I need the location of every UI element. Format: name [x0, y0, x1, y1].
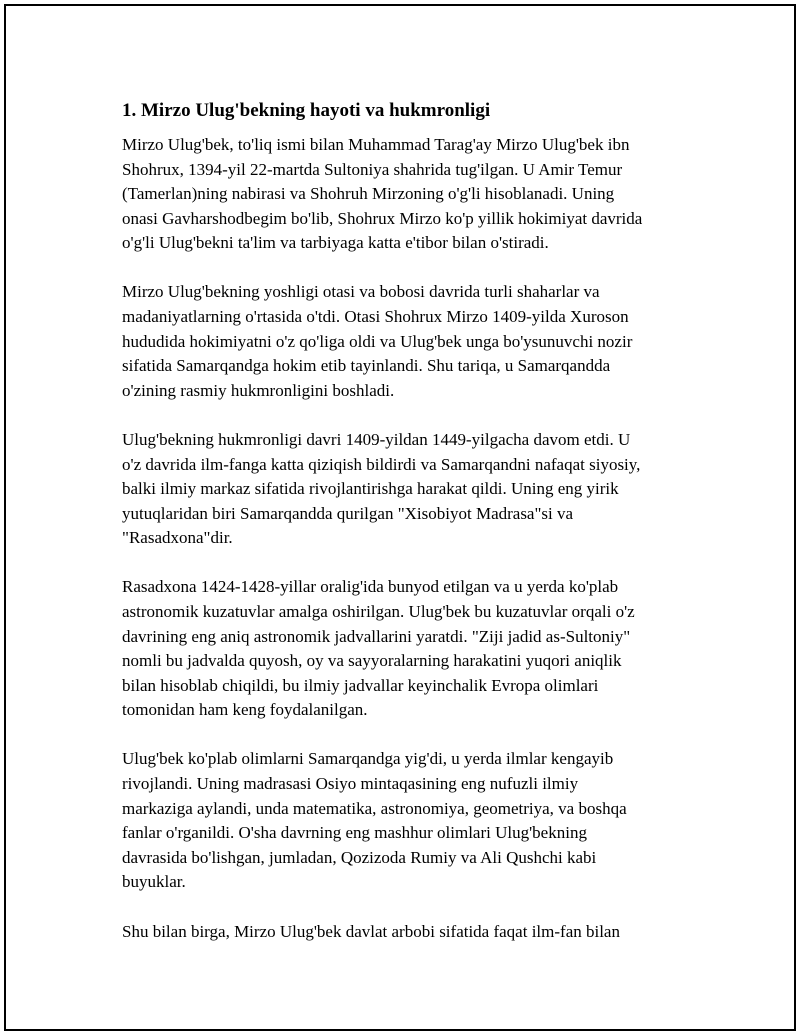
body-paragraph — [122, 575, 702, 723]
paragraph-line: davrining eng aniq astronomik jadvallarini yaratdi. "Ziji jadid as-Sultoniy" — [122, 626, 631, 646]
paragraph-line: Mirzo Ulug'bekning yoshligi otasi va bobosi davrida turli shaharlar va — [122, 282, 600, 302]
paragraph-line: hududida hokimiyatni o'z qo'liga oldi va Ulug'bek unga bo'ysunuvchi nozir — [122, 331, 633, 351]
paragraph-line: fanlar o'rganildi. O'sha davrning eng mashhur olimlari Ulug'bekning — [122, 823, 587, 843]
section-heading: 1. Mirzo Ulug'bekning hayoti va hukmronligi — [122, 100, 491, 121]
paragraph-line: Rasadxona 1424-1428-yillar oralig'ida bunyod etilgan va u yerda ko'plab — [122, 577, 619, 597]
paragraph-line: madaniyatlarning o'rtasida o'tdi. Otasi Shohrux Mirzo 1409-yilda Xuroson — [122, 307, 629, 327]
paragraph-line: Mirzo Ulug'bek, to'liq ismi bilan Muhammad Tarag'ay Mirzo Ulug'bek ibn — [122, 135, 630, 154]
paragraph-line: Ulug'bekning hukmronligi davri 1409-yildan 1449-yilgacha davom etdi. U — [122, 429, 631, 449]
body-paragraph — [122, 747, 702, 895]
paragraph-line: Shohrux, 1394-yil 22-martda Sultoniya shahrida tug'ilgan. U Amir Temur — [122, 159, 623, 179]
paragraph-line: o'zining rasmiy hukmronligini boshladi. — [122, 380, 395, 400]
body-paragraph — [122, 133, 702, 256]
paragraph-line: o'g'li Ulug'bekni ta'lim va tarbiyaga katta e'tibor bilan o'stiradi. — [122, 233, 549, 253]
page-frame — [4, 4, 796, 1031]
paragraph-line: bilan hisoblab chiqildi, bu ilmiy jadvallar keyinchalik Evropa olimlari — [122, 675, 599, 695]
paragraph-line: Shu bilan birga, Mirzo Ulug'bek davlat arbobi sifatida faqat ilm-fan bilan — [122, 921, 620, 941]
paragraph-line: yutuqlaridan biri Samarqandda qurilgan "Xisobiyot Madrasa"si va — [122, 503, 574, 523]
body-paragraph — [122, 280, 702, 403]
paragraph-line: buyuklar. — [122, 872, 186, 892]
paragraph-line: rivojlandi. Uning madrasasi Osiyo mintaqasining eng nufuzli ilmiy — [122, 774, 579, 794]
paragraph-line: balki ilmiy markaz sifatida rivojlantirishga harakat qildi. Uning eng yirik — [122, 479, 619, 499]
paragraph-line: (Tamerlan)ning nabirasi va Shohruh Mirzoning o'g'li hisoblanadi. Uning — [122, 184, 615, 204]
paragraph-line: nomli bu jadvalda quyosh, oy va sayyoralarning harakatini yuqori aniqlik — [122, 651, 622, 671]
body-paragraph — [122, 920, 702, 945]
paragraph-line: markaziga aylandi, unda matematika, astronomiya, geometriya, va boshqa — [122, 798, 627, 818]
paragraph-line: o'z davrida ilm-fanga katta qiziqish bildirdi va Samarqandni nafaqat siyosiy, — [122, 454, 641, 474]
body-paragraph — [122, 428, 702, 551]
paragraph-line: astronomik kuzatuvlar amalga oshirilgan. Ulug'bek bu kuzatuvlar orqali o'z — [122, 602, 635, 621]
paragraph-line: "Rasadxona"dir. — [122, 528, 233, 548]
paragraph-line: sifatida Samarqandga hokim etib tayinlandi. Shu tariqa, u Samarqandda — [122, 356, 611, 376]
paragraph-list — [122, 133, 702, 944]
paragraph-line: davrasida bo'lishgan, jumladan, Qozizoda Rumiy va Ali Qushchi kabi — [122, 847, 597, 867]
paragraph-line: tomonidan ham keng foydalanilgan. — [122, 700, 368, 720]
page-content — [122, 98, 702, 969]
paragraph-line: Ulug'bek ko'plab olimlarni Samarqandga yig'di, u yerda ilmlar kengayib — [122, 749, 614, 769]
paragraph-line: onasi Gavharshodbegim bo'lib, Shohrux Mirzo ko'p yillik hokimiyat davrida — [122, 208, 643, 228]
